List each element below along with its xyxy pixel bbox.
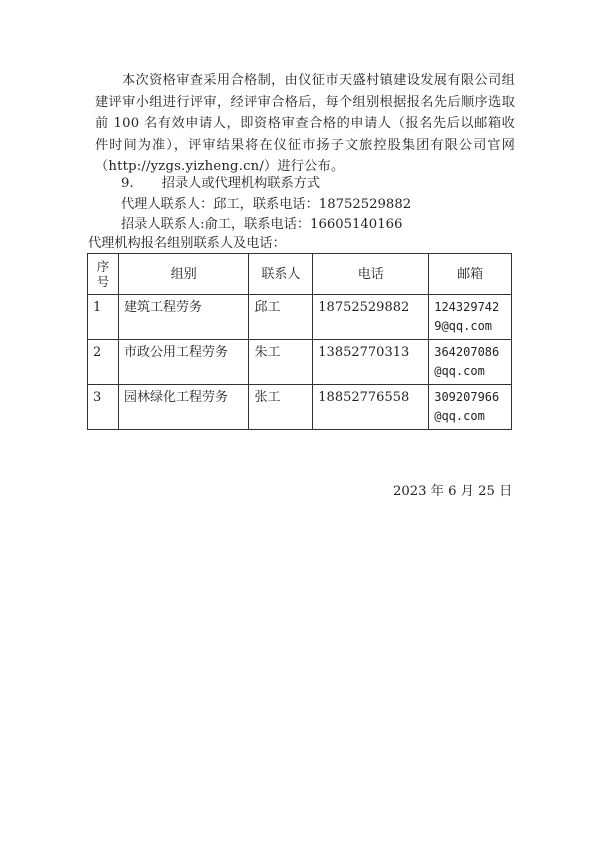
table-caption: 代理机构报名组别联系人及电话：: [88, 236, 286, 251]
row-phone: 13852770313: [313, 340, 429, 385]
header-index: 序号: [88, 254, 119, 295]
row-contact: 邱工: [249, 295, 313, 340]
header-email: 邮箱: [429, 254, 512, 295]
row-phone: 18752529882: [313, 295, 429, 340]
table-row: [88, 385, 512, 430]
row-phone: 18852776558: [313, 385, 429, 430]
row-contact: 张工: [249, 385, 313, 430]
row-email: 364207086@qq.com: [429, 340, 512, 385]
row-index: 1: [88, 295, 119, 340]
row-group: 园林绿化工程劳务: [118, 385, 249, 430]
table-row: [88, 295, 512, 340]
row-group: 建筑工程劳务: [118, 295, 249, 340]
row-group: 市政公用工程劳务: [118, 340, 249, 385]
contact-table: [87, 253, 512, 430]
row-index: 2: [88, 340, 119, 385]
section-title: 招录人或代理机构联系方式: [161, 176, 321, 191]
header-group: 组别: [118, 254, 249, 295]
agent-contact: 代理人联系人：邱工，联系电话：18752529882: [121, 197, 412, 212]
table-header-row: [88, 254, 512, 295]
header-contact: 联系人: [249, 254, 313, 295]
section-number: 9.: [121, 176, 134, 191]
section-heading: [121, 174, 320, 194]
row-contact: 朱工: [249, 340, 313, 385]
header-phone: 电话: [313, 254, 429, 295]
document-date: 2023 年 6 月 25 日: [393, 484, 513, 499]
row-email: 309207966@qq.com: [429, 385, 512, 430]
recruiter-contact: 招录人联系人:俞工，联系电话：16605140166: [121, 217, 403, 232]
row-email: 1243297429@qq.com: [429, 295, 512, 340]
intro-paragraph: 本次资格审查采用合格制，由仪征市天盛村镇建设发展有限公司组建评审小组进行评审，经评审合格后，每个组别根据报名先后顺序选取前 100 名有效申请人，即资格审查合格的申请人（报名先后以邮箱收件时间为准），评审结果将在仪征市扬子文旅控股集团有限公司官网（http://yzgs.yizheng.cn/）进行公布。: [95, 73, 515, 174]
table-row: [88, 340, 512, 385]
row-index: 3: [88, 385, 119, 430]
